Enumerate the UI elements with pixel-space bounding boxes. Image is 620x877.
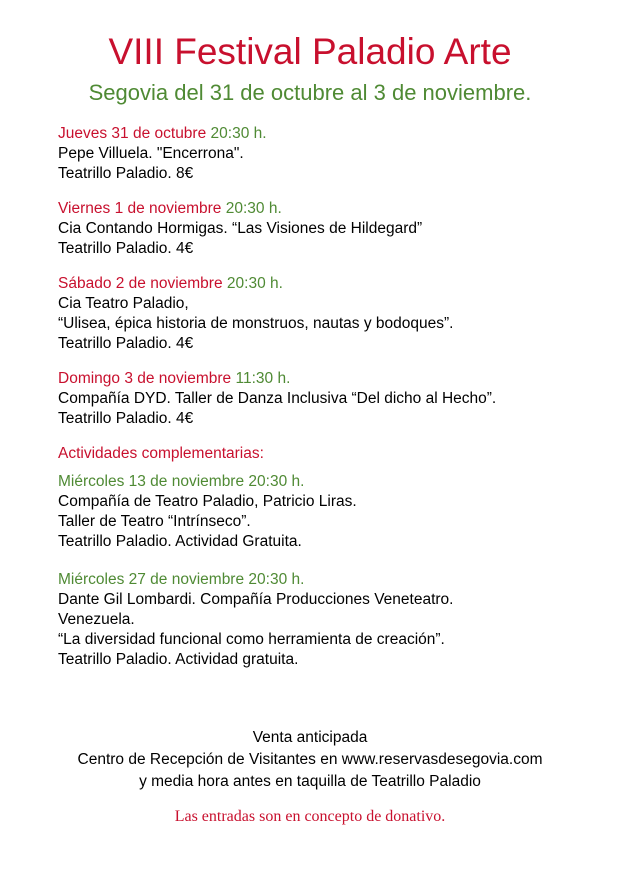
event-heading [58,124,598,144]
events-list [58,124,598,685]
presale-location: Centro de Recepción de Visitantes en www.reservasdesegovia.com [77,751,543,768]
event-date: Sábado 2 de noviembre [58,275,223,292]
presale-label: Venta anticipada [252,729,368,746]
event-heading [58,199,598,219]
complementary-heading: Actividades complementarias: [58,445,264,462]
event-line: “Ulisea, épica historia de monstruos, nautas y bodoques”. [58,315,454,332]
complementary-item [58,472,598,552]
event-heading [58,369,598,389]
complementary-line: Taller de Teatro “Intrínseco”. [58,513,251,530]
event-line: Pepe Villuela. "Encerrona". [58,145,244,162]
event-time: 20:30 h. [225,200,282,217]
complementary-line: “La diversidad funcional como herramienta de creación”. [58,631,445,648]
event-line: Cia Teatro Paladio, [58,295,189,312]
event-date: Domingo 3 de noviembre [58,370,232,387]
event-item [58,124,598,184]
event-time: 20:30 h. [226,275,283,292]
event-date: Viernes 1 de noviembre [58,200,222,217]
event-date: Jueves 31 de octubre [58,125,207,142]
event-item [58,274,598,354]
event-line: Teatrillo Paladio. 4€ [58,335,194,352]
event-time: 20:30 h. [210,125,267,142]
complementary-datetime: Miércoles 13 de noviembre 20:30 h. [58,473,305,490]
event-time: 11:30 h. [235,370,291,387]
complementary-line: Teatrillo Paladio. Actividad gratuita. [58,651,299,668]
box-office-info: y media hora antes en taquilla de Teatrillo Paladio [139,773,481,790]
event-heading [58,274,598,294]
complementary-line: Teatrillo Paladio. Actividad Gratuita. [58,533,302,550]
complementary-item [58,570,598,670]
event-line: Teatrillo Paladio. 8€ [58,165,194,182]
event-item [58,369,598,429]
complementary-line: Venezuela. [58,611,135,628]
event-line: Compañía DYD. Taller de Danza Inclusiva “Del dicho al Hecho”. [58,390,497,407]
complementary-line: Compañía de Teatro Paladio, Patricio Liras. [58,493,357,510]
complementary-datetime: Miércoles 27 de noviembre 20:30 h. [58,571,305,588]
donation-note: Las entradas son en concepto de donativo. [174,808,446,825]
event-line: Teatrillo Paladio. 4€ [58,410,194,427]
event-item [58,199,598,259]
complementary-line: Dante Gil Lombardi. Compañía Producciones Veneteatro. [58,591,454,608]
ticket-info [0,727,620,793]
festival-title: VIII Festival Paladio Arte [108,31,512,72]
festival-subtitle: Segovia del 31 de octubre al 3 de noviembre. [88,80,532,105]
event-line: Teatrillo Paladio. 4€ [58,240,194,257]
event-line: Cia Contando Hormigas. “Las Visiones de Hildegard” [58,220,423,237]
